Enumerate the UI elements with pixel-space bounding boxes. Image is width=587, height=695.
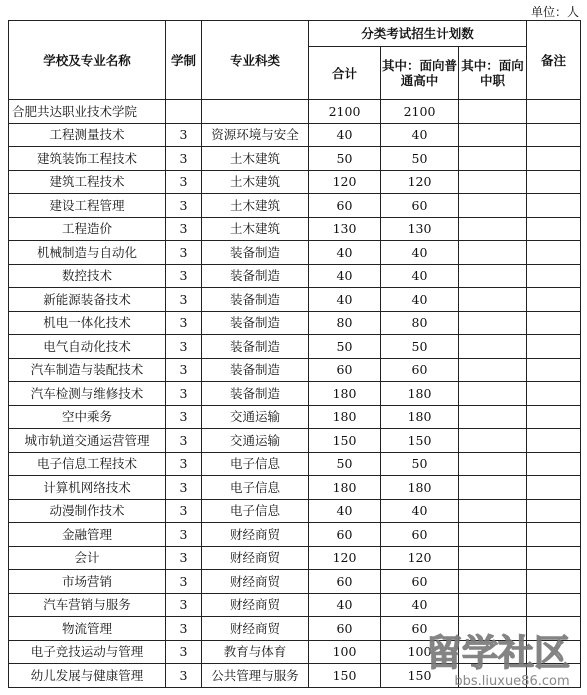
duration-cell: 3 xyxy=(166,217,202,241)
major-name-cell: 工程造价 xyxy=(9,217,166,241)
major-name-cell: 城市轨道交通运营管理 xyxy=(9,429,166,453)
duration-cell: 3 xyxy=(166,147,202,171)
table-row xyxy=(9,405,581,429)
general-hs-cell: 40 xyxy=(381,288,459,312)
total-cell: 180 xyxy=(309,476,381,500)
total-cell: 100 xyxy=(309,640,381,664)
header-general-hs: 其中：面向普通高中 xyxy=(381,47,459,100)
duration-cell: 3 xyxy=(166,476,202,500)
category-cell: 公共管理与服务 xyxy=(202,664,309,688)
major-name-cell: 电子信息工程技术 xyxy=(9,452,166,476)
remarks-cell xyxy=(527,288,581,312)
table-row xyxy=(9,194,581,218)
remarks-cell xyxy=(527,429,581,453)
total-cell: 180 xyxy=(309,405,381,429)
watermark-url: bbs.liuxue86.com xyxy=(454,674,570,689)
total-cell: 40 xyxy=(309,264,381,288)
remarks-cell xyxy=(527,335,581,359)
header-total: 合计 xyxy=(309,47,381,100)
major-name-cell: 建筑工程技术 xyxy=(9,170,166,194)
total-cell: 60 xyxy=(309,617,381,641)
total-cell: 120 xyxy=(309,170,381,194)
vocational-cell xyxy=(459,429,527,453)
remarks-cell xyxy=(527,170,581,194)
vocational-cell xyxy=(459,593,527,617)
general-hs-cell: 130 xyxy=(381,217,459,241)
table-row xyxy=(9,217,581,241)
table-row xyxy=(9,288,581,312)
total-cell: 50 xyxy=(309,452,381,476)
major-name-cell: 新能源装备技术 xyxy=(9,288,166,312)
general-hs-cell: 120 xyxy=(381,170,459,194)
table-row xyxy=(9,499,581,523)
category-cell: 装备制造 xyxy=(202,358,309,382)
total-cell: 150 xyxy=(309,664,381,688)
vocational-cell xyxy=(459,311,527,335)
school-total: 2100 xyxy=(309,100,381,124)
school-row xyxy=(9,100,581,124)
total-cell: 60 xyxy=(309,358,381,382)
major-name-cell: 幼儿发展与健康管理 xyxy=(9,664,166,688)
vocational-cell xyxy=(459,382,527,406)
header-vocational: 其中：面向中职 xyxy=(459,47,527,100)
major-name-cell: 市场营销 xyxy=(9,570,166,594)
general-hs-cell: 80 xyxy=(381,311,459,335)
general-hs-cell: 40 xyxy=(381,499,459,523)
category-cell: 装备制造 xyxy=(202,288,309,312)
category-cell: 装备制造 xyxy=(202,264,309,288)
category-cell: 教育与体育 xyxy=(202,640,309,664)
school-duration xyxy=(166,100,202,124)
school-name: 合肥共达职业技术学院 xyxy=(9,100,166,124)
major-name-cell: 数控技术 xyxy=(9,264,166,288)
header-remarks: 备注 xyxy=(527,21,581,100)
major-name-cell: 会计 xyxy=(9,546,166,570)
vocational-cell xyxy=(459,476,527,500)
duration-cell: 3 xyxy=(166,499,202,523)
general-hs-cell: 180 xyxy=(381,382,459,406)
general-hs-cell: 60 xyxy=(381,194,459,218)
vocational-cell xyxy=(459,499,527,523)
table-row xyxy=(9,358,581,382)
general-hs-cell: 50 xyxy=(381,452,459,476)
major-name-cell: 物流管理 xyxy=(9,617,166,641)
remarks-cell xyxy=(527,499,581,523)
unit-label: 单位：人 xyxy=(530,5,579,19)
table-row xyxy=(9,311,581,335)
total-cell: 60 xyxy=(309,523,381,547)
total-cell: 130 xyxy=(309,217,381,241)
watermark-text: 留学社区 xyxy=(425,633,571,674)
table-row xyxy=(9,170,581,194)
duration-cell: 3 xyxy=(166,264,202,288)
category-cell: 交通运输 xyxy=(202,429,309,453)
duration-cell: 3 xyxy=(166,523,202,547)
school-category xyxy=(202,100,309,124)
total-cell: 50 xyxy=(309,147,381,171)
duration-cell: 3 xyxy=(166,288,202,312)
category-cell: 土木建筑 xyxy=(202,147,309,171)
duration-cell: 3 xyxy=(166,593,202,617)
duration-cell: 3 xyxy=(166,311,202,335)
vocational-cell xyxy=(459,570,527,594)
category-cell: 财经商贸 xyxy=(202,593,309,617)
duration-cell: 3 xyxy=(166,170,202,194)
general-hs-cell: 60 xyxy=(381,617,459,641)
watermark-logo xyxy=(408,625,583,691)
vocational-cell xyxy=(459,452,527,476)
school-vocational xyxy=(459,100,527,124)
category-cell: 土木建筑 xyxy=(202,194,309,218)
major-name-cell: 机械制造与自动化 xyxy=(9,241,166,265)
general-hs-cell: 60 xyxy=(381,358,459,382)
category-cell: 财经商贸 xyxy=(202,570,309,594)
table-row xyxy=(9,546,581,570)
table-row xyxy=(9,264,581,288)
table-row xyxy=(9,335,581,359)
total-cell: 40 xyxy=(309,241,381,265)
duration-cell: 3 xyxy=(166,640,202,664)
remarks-cell xyxy=(527,546,581,570)
vocational-cell xyxy=(459,147,527,171)
vocational-cell xyxy=(459,335,527,359)
general-hs-cell: 40 xyxy=(381,123,459,147)
category-cell: 财经商贸 xyxy=(202,617,309,641)
table-row xyxy=(9,429,581,453)
duration-cell: 3 xyxy=(166,358,202,382)
major-name-cell: 金融管理 xyxy=(9,523,166,547)
major-name-cell: 汽车制造与装配技术 xyxy=(9,358,166,382)
remarks-cell xyxy=(527,358,581,382)
major-name-cell: 电气自动化技术 xyxy=(9,335,166,359)
school-remarks xyxy=(527,100,581,124)
duration-cell: 3 xyxy=(166,452,202,476)
total-cell: 50 xyxy=(309,335,381,359)
category-cell: 电子信息 xyxy=(202,452,309,476)
duration-cell: 3 xyxy=(166,123,202,147)
vocational-cell xyxy=(459,288,527,312)
total-cell: 150 xyxy=(309,429,381,453)
general-hs-cell: 100 xyxy=(381,640,459,664)
major-name-cell: 机电一体化技术 xyxy=(9,311,166,335)
general-hs-cell: 40 xyxy=(381,241,459,265)
duration-cell: 3 xyxy=(166,335,202,359)
general-hs-cell: 40 xyxy=(381,264,459,288)
general-hs-cell: 60 xyxy=(381,523,459,547)
duration-cell: 3 xyxy=(166,194,202,218)
category-cell: 财经商贸 xyxy=(202,546,309,570)
total-cell: 180 xyxy=(309,382,381,406)
table-row xyxy=(9,570,581,594)
major-name-cell: 计算机网络技术 xyxy=(9,476,166,500)
general-hs-cell: 50 xyxy=(381,147,459,171)
major-name-cell: 电子竞技运动与管理 xyxy=(9,640,166,664)
vocational-cell xyxy=(459,194,527,218)
duration-cell: 3 xyxy=(166,546,202,570)
remarks-cell xyxy=(527,311,581,335)
category-cell: 电子信息 xyxy=(202,476,309,500)
duration-cell: 3 xyxy=(166,405,202,429)
total-cell: 60 xyxy=(309,194,381,218)
category-cell: 资源环境与安全 xyxy=(202,123,309,147)
remarks-cell xyxy=(527,476,581,500)
table-row xyxy=(9,452,581,476)
vocational-cell xyxy=(459,546,527,570)
total-cell: 40 xyxy=(309,288,381,312)
school-general-hs: 2100 xyxy=(381,100,459,124)
table-row xyxy=(9,123,581,147)
total-cell: 60 xyxy=(309,570,381,594)
major-name-cell: 建设工程管理 xyxy=(9,194,166,218)
duration-cell: 3 xyxy=(166,664,202,688)
table-row xyxy=(9,523,581,547)
header-school-major: 学校及专业名称 xyxy=(9,21,166,100)
remarks-cell xyxy=(527,194,581,218)
vocational-cell xyxy=(459,358,527,382)
table-row xyxy=(9,476,581,500)
table-row xyxy=(9,382,581,406)
total-cell: 80 xyxy=(309,311,381,335)
general-hs-cell: 120 xyxy=(381,546,459,570)
header-duration: 学制 xyxy=(166,21,202,100)
category-cell: 装备制造 xyxy=(202,241,309,265)
remarks-cell xyxy=(527,382,581,406)
header-plan-group: 分类考试招生计划数 xyxy=(309,21,527,47)
major-name-cell: 工程测量技术 xyxy=(9,123,166,147)
total-cell: 40 xyxy=(309,123,381,147)
duration-cell: 3 xyxy=(166,617,202,641)
general-hs-cell: 150 xyxy=(381,429,459,453)
vocational-cell xyxy=(459,170,527,194)
category-cell: 土木建筑 xyxy=(202,170,309,194)
remarks-cell xyxy=(527,147,581,171)
general-hs-cell: 180 xyxy=(381,405,459,429)
duration-cell: 3 xyxy=(166,382,202,406)
remarks-cell xyxy=(527,123,581,147)
general-hs-cell: 150 xyxy=(381,664,459,688)
general-hs-cell: 180 xyxy=(381,476,459,500)
category-cell: 装备制造 xyxy=(202,335,309,359)
table-row xyxy=(9,147,581,171)
general-hs-cell: 40 xyxy=(381,593,459,617)
remarks-cell xyxy=(527,593,581,617)
vocational-cell xyxy=(459,264,527,288)
category-cell: 装备制造 xyxy=(202,382,309,406)
total-cell: 40 xyxy=(309,593,381,617)
general-hs-cell: 60 xyxy=(381,570,459,594)
remarks-cell xyxy=(527,217,581,241)
major-name-cell: 动漫制作技术 xyxy=(9,499,166,523)
category-cell: 装备制造 xyxy=(202,311,309,335)
remarks-cell xyxy=(527,405,581,429)
major-name-cell: 建筑装饰工程技术 xyxy=(9,147,166,171)
duration-cell: 3 xyxy=(166,429,202,453)
vocational-cell xyxy=(459,241,527,265)
table-row xyxy=(9,593,581,617)
total-cell: 120 xyxy=(309,546,381,570)
duration-cell: 3 xyxy=(166,241,202,265)
remarks-cell xyxy=(527,523,581,547)
vocational-cell xyxy=(459,523,527,547)
total-cell: 40 xyxy=(309,499,381,523)
header-category: 专业科类 xyxy=(202,21,309,100)
vocational-cell xyxy=(459,405,527,429)
remarks-cell xyxy=(527,241,581,265)
vocational-cell xyxy=(459,217,527,241)
enrollment-plan-table xyxy=(8,20,581,688)
major-name-cell: 空中乘务 xyxy=(9,405,166,429)
duration-cell: 3 xyxy=(166,570,202,594)
vocational-cell xyxy=(459,123,527,147)
category-cell: 电子信息 xyxy=(202,499,309,523)
major-name-cell: 汽车营销与服务 xyxy=(9,593,166,617)
major-name-cell: 汽车检测与维修技术 xyxy=(9,382,166,406)
category-cell: 交通运输 xyxy=(202,405,309,429)
table-row xyxy=(9,241,581,265)
category-cell: 土木建筑 xyxy=(202,217,309,241)
remarks-cell xyxy=(527,264,581,288)
category-cell: 财经商贸 xyxy=(202,523,309,547)
remarks-cell xyxy=(527,452,581,476)
general-hs-cell: 50 xyxy=(381,335,459,359)
remarks-cell xyxy=(527,570,581,594)
